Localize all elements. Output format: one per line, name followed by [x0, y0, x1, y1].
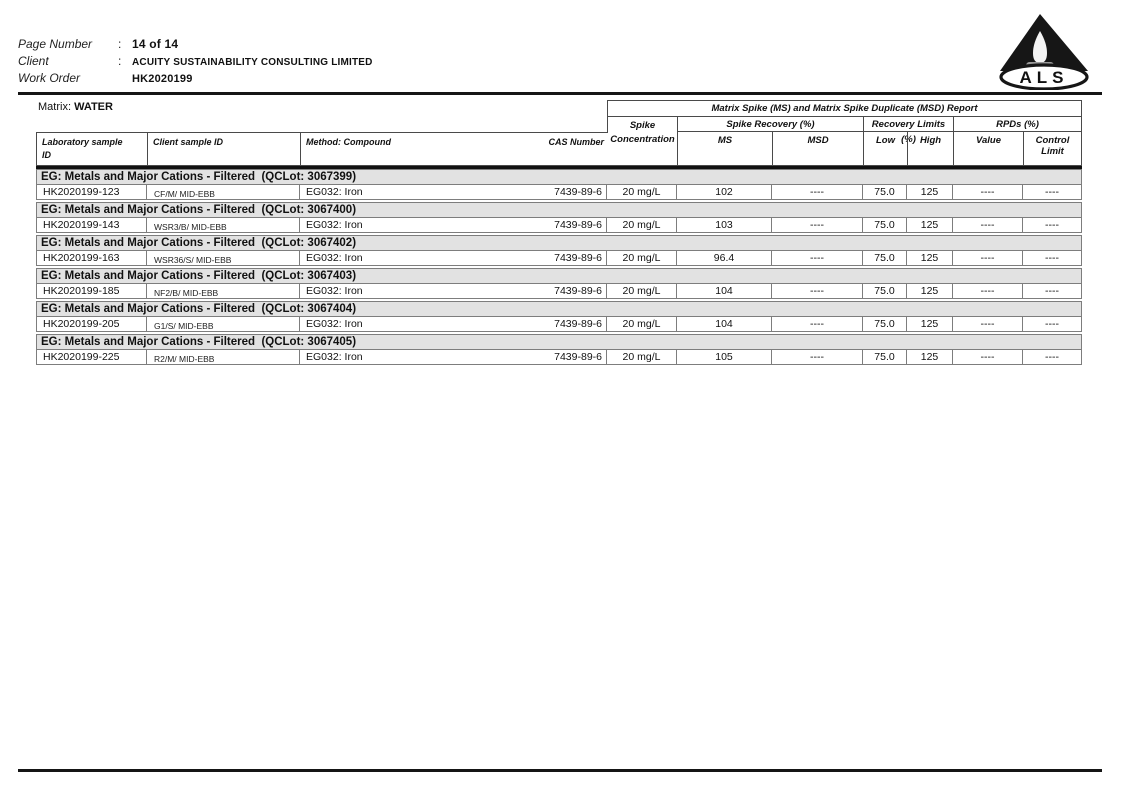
- rpd-value-cell: ----: [953, 185, 1023, 200]
- rpd-control-limit-cell: ----: [1023, 284, 1082, 299]
- client-sample-id-header: Client sample ID: [148, 133, 301, 165]
- spike-concentration-cell: 20 mg/L: [607, 284, 677, 299]
- client-label: Client: [18, 54, 49, 68]
- ms-recovery-cell: 96.4: [677, 251, 772, 266]
- msd-header-grid: [608, 117, 1081, 165]
- qc-group-header: EG: Metals and Major Cations - Filtered (QCLot: 3067404): [36, 301, 1082, 317]
- rpd-control-limit-cell: ----: [1023, 317, 1082, 332]
- rpd-control-limit-cell: ----: [1023, 185, 1082, 200]
- cas-number-header: CAS Number: [548, 137, 604, 147]
- qc-group-header: EG: Metals and Major Cations - Filtered (QCLot: 3067403): [36, 268, 1082, 284]
- cas-number-cell: 7439-89-6: [554, 285, 602, 297]
- client-colon: :: [118, 54, 122, 68]
- msd-recovery-cell: ----: [772, 218, 863, 233]
- page-header-block: [18, 37, 618, 88]
- high-limit-cell: 125: [907, 284, 953, 299]
- low-limit-cell: 75.0: [863, 350, 907, 365]
- msd-header-box: [607, 100, 1082, 166]
- rpd-value-cell: ----: [953, 284, 1023, 299]
- qc-group-header: EG: Metals and Major Cations - Filtered (QCLot: 3067405): [36, 334, 1082, 350]
- lab-sample-id-cell: HK2020199-163: [36, 251, 147, 266]
- lab-sample-id-cell: HK2020199-205: [36, 317, 147, 332]
- col-group-spike-recovery: [678, 117, 864, 165]
- msd-report-table: [36, 100, 1082, 368]
- client-sample-id-cell: G1/S/ MID-EBB: [147, 317, 300, 332]
- als-logo: [988, 10, 1104, 90]
- msd-recovery-cell: ----: [772, 284, 863, 299]
- high-limit-cell: 125: [907, 218, 953, 233]
- spike-concentration-cell: 20 mg/L: [607, 251, 677, 266]
- high-limit-cell: 125: [907, 185, 953, 200]
- rpd-control-limit-cell: ----: [1023, 251, 1082, 266]
- low-limit-cell: 75.0: [863, 317, 907, 332]
- ms-header: MS: [678, 132, 773, 165]
- low-limit-cell: 75.0: [863, 218, 907, 233]
- bottom-divider: [18, 769, 1102, 772]
- report-title: Matrix Spike (MS) and Matrix Spike Duplicate (MSD) Report: [608, 101, 1081, 117]
- high-header: High: [919, 135, 942, 146]
- table-row: [36, 284, 1082, 299]
- ms-recovery-cell: 102: [677, 185, 772, 200]
- method-compound-header: Method: Compound: [306, 137, 391, 147]
- method-cas-cell: [300, 218, 607, 233]
- recovery-limits-header: Recovery Limits (%): [864, 117, 953, 132]
- low-limit-cell: 75.0: [863, 284, 907, 299]
- table-row: [36, 317, 1082, 332]
- als-logo-icon: [988, 10, 1104, 90]
- table-row: [36, 185, 1082, 200]
- low-header: Low: [864, 132, 908, 165]
- client-sample-id-cell: NF2/B/ MID-EBB: [147, 284, 300, 299]
- als-logo-text: ALS: [1019, 68, 1069, 87]
- method-compound-cell: EG032: Iron: [306, 285, 363, 297]
- col-group-rpds: [954, 117, 1081, 165]
- page-number-value: 14 of 14: [132, 37, 179, 51]
- lab-sample-id-header-line1: Laboratory sample: [42, 137, 123, 147]
- cas-number-cell: 7439-89-6: [554, 252, 602, 264]
- control-limit-header: Control Limit: [1035, 135, 1070, 157]
- page-number-row: [18, 37, 618, 54]
- rpd-value-cell: ----: [953, 350, 1023, 365]
- matrix-value: WATER: [74, 101, 113, 113]
- client-sample-id-cell: WSR3/B/ MID-EBB: [147, 218, 300, 233]
- lab-sample-id-header-line2: ID: [42, 150, 51, 160]
- spike-recovery-header: Spike Recovery (%): [678, 117, 863, 132]
- method-compound-cell: EG032: Iron: [306, 351, 363, 363]
- low-limit-cell: 75.0: [863, 251, 907, 266]
- ms-recovery-cell: 104: [677, 284, 772, 299]
- work-order-label: Work Order: [18, 71, 81, 85]
- msd-recovery-cell: ----: [772, 251, 863, 266]
- method-cas-cell: [300, 185, 607, 200]
- cas-number-cell: 7439-89-6: [554, 318, 602, 330]
- qc-group-header: EG: Metals and Major Cations - Filtered (QCLot: 3067400): [36, 202, 1082, 218]
- cas-number-cell: 7439-89-6: [554, 219, 602, 231]
- client-sample-id-cell: WSR36/S/ MID-EBB: [147, 251, 300, 266]
- rpd-control-limit-cell: ----: [1023, 350, 1082, 365]
- table-row: [36, 251, 1082, 266]
- matrix-label: Matrix:: [38, 101, 71, 113]
- method-compound-cell: EG032: Iron: [306, 318, 363, 330]
- work-order-value: HK2020199: [132, 73, 193, 85]
- low-limit-cell: 75.0: [863, 185, 907, 200]
- client-row: [18, 54, 618, 71]
- table-row: [36, 350, 1082, 365]
- method-cas-cell: [300, 251, 607, 266]
- method-cas-cell: [300, 350, 607, 365]
- page-number-colon: :: [118, 37, 122, 51]
- method-cas-cell: [300, 284, 607, 299]
- spike-header-line2: Concentration: [610, 134, 675, 145]
- cas-number-cell: 7439-89-6: [554, 351, 602, 363]
- rpd-value-cell: ----: [953, 251, 1023, 266]
- msd-recovery-cell: ----: [772, 185, 863, 200]
- table-body: [36, 169, 1082, 367]
- col-spike-concentration: [608, 117, 678, 165]
- lab-sample-id-cell: HK2020199-185: [36, 284, 147, 299]
- high-limit-cell: 125: [907, 317, 953, 332]
- spike-concentration-cell: 20 mg/L: [607, 350, 677, 365]
- msd-recovery-cell: ----: [772, 317, 863, 332]
- cas-number-cell: 7439-89-6: [554, 186, 602, 198]
- lab-sample-id-cell: HK2020199-225: [36, 350, 147, 365]
- rpd-value-cell: ----: [953, 218, 1023, 233]
- spike-concentration-cell: 20 mg/L: [607, 218, 677, 233]
- rpd-control-limit-cell: ----: [1023, 218, 1082, 233]
- page-number-label: Page Number: [18, 37, 93, 51]
- rpd-value-cell: ----: [953, 317, 1023, 332]
- method-compound-cell: EG032: Iron: [306, 219, 363, 231]
- lab-sample-id-cell: HK2020199-143: [36, 218, 147, 233]
- spike-concentration-cell: 20 mg/L: [607, 185, 677, 200]
- client-value: ACUITY SUSTAINABILITY CONSULTING LIMITED: [132, 57, 373, 68]
- value-header: Value: [954, 132, 1024, 165]
- method-compound-cell: EG032: Iron: [306, 252, 363, 264]
- ms-recovery-cell: 105: [677, 350, 772, 365]
- qc-group-header: EG: Metals and Major Cations - Filtered (QCLot: 3067399): [36, 169, 1082, 185]
- msd-header: MSD: [807, 135, 829, 146]
- client-sample-id-cell: R2/M/ MID-EBB: [147, 350, 300, 365]
- sample-header-box: [36, 132, 608, 166]
- high-limit-cell: 125: [907, 350, 953, 365]
- lab-sample-id-header: [37, 133, 148, 165]
- msd-recovery-cell: ----: [772, 350, 863, 365]
- client-sample-id-cell: CF/M/ MID-EBB: [147, 185, 300, 200]
- col-group-recovery-limits: [864, 117, 954, 165]
- lab-sample-id-cell: HK2020199-123: [36, 185, 147, 200]
- ms-recovery-cell: 104: [677, 317, 772, 332]
- rpds-header: RPDs (%): [954, 117, 1081, 132]
- work-order-row: [18, 71, 618, 88]
- ms-recovery-cell: 103: [677, 218, 772, 233]
- spike-header-line1: Spike: [629, 120, 656, 131]
- table-row: [36, 218, 1082, 233]
- spike-concentration-cell: 20 mg/L: [607, 317, 677, 332]
- method-cas-cell: [300, 317, 607, 332]
- qc-group-header: EG: Metals and Major Cations - Filtered (QCLot: 3067402): [36, 235, 1082, 251]
- method-compound-cell: EG032: Iron: [306, 186, 363, 198]
- top-divider: [18, 92, 1102, 95]
- high-limit-cell: 125: [907, 251, 953, 266]
